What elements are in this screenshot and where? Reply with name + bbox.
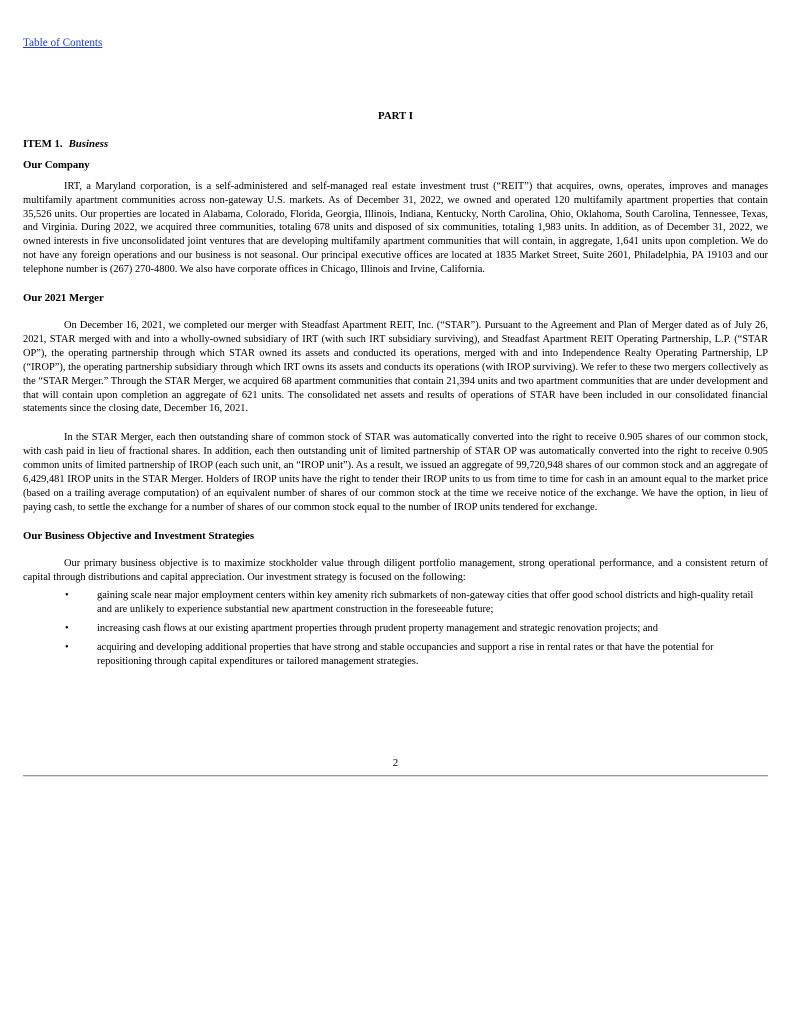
section-heading-our-company: Our Company xyxy=(23,158,90,171)
objective-paragraph: Our primary business objective is to maximize stockholder value through diligent portfolio management, strong operational performance, and a consistent return of capital through distributions and capital appreciation. Our investment strategy is focused on the following: xyxy=(23,557,768,583)
list-item xyxy=(23,589,768,617)
list-item-text: acquiring and developing additional properties that have strong and stable occupancies and support a rise in rental rates or that have the potential for repositioning through capital expenditures or tailored management strategies. xyxy=(97,642,714,668)
item-heading xyxy=(23,138,768,152)
merger-paragraph-1: On December 16, 2021, we completed our merger with Steadfast Apartment REIT, Inc. (“STAR”). Pursuant to the Agreement and Plan of Merger dated as of July 26, 2021, STAR merged with and into a wholly-owned subsidiary of IRT (with such IRT subsidiary surviving), and Steadfast Apartment REIT Operating Partnership, L.P. (“STAR OP”), the operating partnership through which STAR owned its assets and conducted its operations, merged with and into Independence Realty Operating Partnership, LP (“IROP”), the operating partnership subsidiary through which IRT owns its assets and conducts its operations (with IROP surviving). We refer to these two mergers collectively as the “STAR Merger.” Through the STAR Merger, we acquired 68 apartment communities that contain 21,394 units and two apartment communities that are under development and that will contain upon completion an aggregate of 621 units. The consolidated net assets and results of operations of STAR have been included in our consolidated financial statements since the closing date, December 16, 2021. xyxy=(23,319,768,415)
merger-paragraph-2: In the STAR Merger, each then outstanding share of common stock of STAR was automatically converted into the right to receive 0.905 shares of our common stock, with cash paid in lieu of fractional shares. In addition, each then outstanding unit of limited partnership of STAR OP was automatically converted into the right to receive 0.905 common units of limited partnership of IROP (each such unit, an “IROP unit”). As a result, we issued an aggregate of 99,720,948 shares of our common stock and an aggregate of 6,429,481 IROP units in the STAR Merger. Holders of IROP units have the right to tender their IROP units to us from time to time for cash in an amount equal to the market price (based on a trailing average computation) of an equivalent number of shares of our common stock at the time we receive notice of the exchange. We have the option, in lieu of paying cash, to settle the exchange for a number of shares of our common stock equal to the number of IROP units tendered for exchange. xyxy=(23,432,768,513)
part-title: PART I xyxy=(378,110,413,122)
bullet-icon: • xyxy=(65,642,69,654)
section-heading-2021-merger: Our 2021 Merger xyxy=(23,292,104,305)
item-number: ITEM 1. xyxy=(23,137,63,150)
document-body xyxy=(23,110,768,674)
page-number: 2 xyxy=(392,757,399,769)
page-divider xyxy=(23,775,768,776)
investment-strategy-list xyxy=(23,589,768,669)
list-item-text: increasing cash flows at our existing apartment properties through prudent property management and strategic renovation projects; and xyxy=(97,623,658,635)
bullet-icon: • xyxy=(65,590,69,602)
table-of-contents-link[interactable]: Table of Contents xyxy=(23,37,103,49)
list-item-text: gaining scale near major employment centers within key amenity rich submarkets of non-gateway cities that offer good school districts and high-quality retail and are unlikely to experience substantial new apartment construction in the foreseeable future; xyxy=(97,590,754,616)
bullet-icon: • xyxy=(65,623,69,635)
list-item xyxy=(23,622,768,636)
section-heading-business-objective: Our Business Objective and Investment Strategies xyxy=(23,529,255,542)
item-title: Business xyxy=(68,137,109,150)
list-item xyxy=(23,641,768,669)
company-paragraph: IRT, a Maryland corporation, is a self-administered and self-managed real estate investment trust (“REIT”) that acquires, owns, operates, improves and manages multifamily apartment communities across non-gateway U.S. markets. As of December 31, 2022, we owned and operated 120 multifamily apartment properties that contain 35,526 units. Our properties are located in Alabama, Colorado, Florida, Georgia, Illinois, Indiana, Kentucky, North Carolina, Ohio, Oklahoma, South Carolina, Tennessee, Texas, and Virginia. During 2022, we acquired three communities, totaling 678 units and disposed of six communities, totaling 1,983 units. In addition, as of December 31, 2022, we owned interests in five unconsolidated joint ventures that are developing multifamily apartment communities that will contain, in aggregate, 1,641 units upon completion. We do not have any foreign operations and our business is not seasonal. Our principal executive offices are located at 1835 Market Street, Suite 2601, Philadelphia, PA 19103 and our telephone number is (267) 270-4800. We also have corporate offices in Chicago, Illinois and Irvine, California. xyxy=(23,180,768,276)
